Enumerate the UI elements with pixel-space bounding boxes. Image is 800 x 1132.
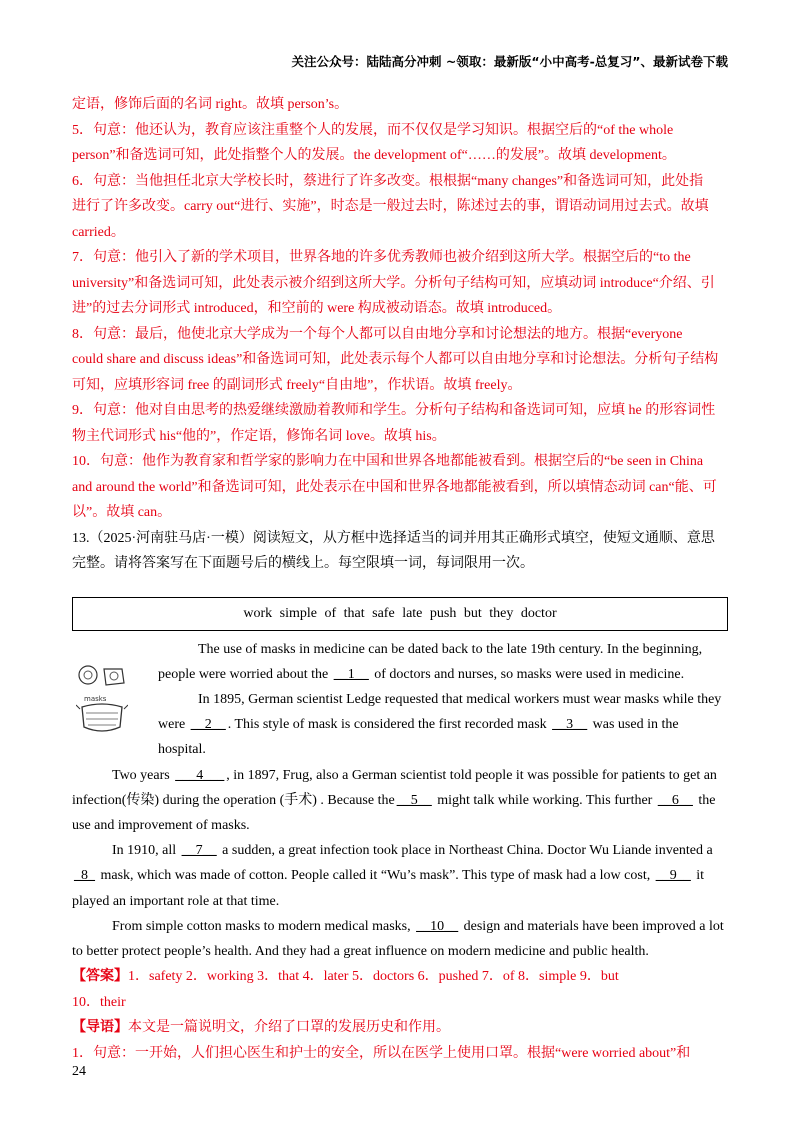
page-header: 关注公众号：陆陆高分冲刺 ~领取：最新版“小中高考-总复习”、最新试卷下载 — [291, 54, 728, 69]
answer-line-2: 10．their — [72, 994, 126, 1010]
blank-9[interactable]: __9__ — [655, 868, 691, 884]
passage-line: to better protect people’s health. And they had a great influence on modern medicine and public health. — [72, 943, 649, 959]
explanation-line: 5．句意：他还认为，教育应该注重整个人的发展，而不仅仅是学习知识。根据空后的“of the whole — [72, 122, 674, 138]
blank-1[interactable]: __1__ — [333, 666, 369, 682]
explanation-line: 进”的过去分词形式 introduced，和空前的 were 构成被动语态。故填 introduced。 — [72, 301, 562, 316]
answer-label: 【答案】 — [72, 969, 128, 985]
guide-label: 【导语】 — [72, 1020, 128, 1036]
passage-line: In 1895, German scientist Ledge requested that medical workers must wear masks while they — [198, 691, 722, 707]
word-box: work simple of that safe late push but they doctor — [72, 597, 728, 631]
explanation-line: 9．句意：他对自由思考的热爱继续激励着教师和学生。分析句子结构和备选词可知，应填 he 的形容词性 — [72, 403, 716, 418]
passage-line: Two years ___4___ , in 1897, Frug, also a German scientist told people it was possible for patients to get an — [112, 767, 717, 783]
passage — [72, 637, 728, 965]
explanation-line: 定语，修饰后面的名词 right。故填 person’s。 — [72, 97, 349, 112]
blank-2[interactable]: __2__ — [190, 717, 226, 733]
passage-line: played an important role at that time. — [72, 893, 280, 909]
explanation-line: 8．句意：最后，他使北京大学成为一个每个人都可以自由地分享和讨论想法的地方。根据“everyone — [72, 326, 683, 342]
explanation-line: university”和备选词可知，此处表示被介绍到这所大学。分析句子结构可知，应填动词 introduce“介绍、引 — [72, 275, 715, 291]
explanation-line: 1．句意：一开始，人们担心医生和护士的安全，所以在医学上使用口罩。根据“were worried about”和 — [72, 1045, 691, 1061]
question-13 — [72, 526, 728, 577]
explanation-line: and around the world”和备选词可知，此处表示在中国和世界各地都能被看到，所以填情态动词 can“能、可 — [72, 479, 717, 495]
explanation-line: 6．句意：当他担任北京大学校长时，蔡进行了许多改变。根根据“many changes”和备选词可知，此处指 — [72, 173, 704, 189]
explanation-line: 10．句意：他作为教育家和哲学家的影响力在中国和世界各地都能被看到。根据空后的“be seen in China — [72, 454, 704, 469]
blank-3[interactable]: __3__ — [552, 717, 588, 733]
blank-8[interactable]: _8_ — [74, 868, 95, 884]
guide-text: 本文是一篇说明文，介绍了口罩的发展历史和作用。 — [128, 1020, 450, 1036]
passage-line: people were worried about the __1__ of doctors and nurses, so masks were used in medicine. — [158, 666, 685, 682]
guide-line — [72, 1015, 728, 1041]
answer-line — [72, 964, 728, 990]
passage-line: use and improvement of masks. — [72, 817, 250, 833]
answer-section — [72, 964, 728, 1066]
previous-explanations — [72, 92, 728, 526]
explanation-line: 进行了许多改变。carry out“进行、实施”，时态是一般过去时，陈述过去的事，谓语动词用过去式。故填 — [72, 199, 709, 214]
explanation-line: person”和备选词可知，此处指整个人的发展。the development of“……的发展”。故填 development。 — [72, 148, 676, 163]
passage-line: _8_ mask, which was made of cotton. People called it “Wu’s mask”. This type of mask had a low cost, __9__ it — [74, 868, 704, 884]
passage-line: The use of masks in medicine can be dated back to the late 19th century. In the beginning, — [198, 641, 703, 657]
answer-text: 1．safety 2．working 3．that 4．later 5．doctors 6．pushed 7．of 8．simple 9．but — [128, 969, 619, 985]
page-content — [72, 92, 728, 1066]
mask-illustration — [76, 663, 128, 739]
passage-line: From simple cotton masks to modern medical masks, __10__ design and materials have been improved a lot — [112, 918, 724, 934]
question-line: 13.（2025·河南驻马店·一模）阅读短文，从方框中选择适当的词并用其正确形式填空，使短文通顺、意思 — [72, 530, 715, 546]
blank-10[interactable]: __10__ — [416, 918, 459, 934]
explanation-line: 以”。故填 can。 — [72, 505, 172, 520]
explanation-line: 物主代词形式 his“他的”，作定语，修饰名词 love。故填 his。 — [72, 428, 446, 444]
blank-5[interactable]: __5__ — [396, 792, 432, 808]
blank-6[interactable]: __6__ — [657, 792, 693, 808]
explanation-line: 可知，应填形容词 free 的副词形式 freely“自由地”，作状语。故填 freely。 — [72, 377, 522, 393]
blank-7[interactable]: __7__ — [181, 843, 217, 859]
question-line: 完整。请将答案写在下面题号后的横线上。每空限填一词，每词限用一次。 — [72, 556, 534, 571]
passage-line: In 1910, all __7__ a sudden, a great infection took place in Northeast China. Doctor Wu Liande invented a — [112, 843, 713, 859]
passage-line: were __2__ . This style of mask is considered the first recorded mask __3__ was used in the hospital. — [158, 717, 679, 758]
explanation-line: 7．句意：他引入了新的学术项目，世界各地的许多优秀教师也被介绍到这所大学。根据空后的“to the — [72, 250, 691, 265]
page-number: 24 — [72, 1064, 86, 1079]
explanation-line: carried。 — [72, 224, 125, 240]
blank-4[interactable]: ___4___ — [175, 767, 225, 783]
passage-line: infection(传染) during the operation (手术) . Because the __5__ might talk while working. This further __6__ the — [72, 792, 716, 808]
mask-label: masks — [84, 694, 107, 703]
explanation-line: could share and discuss ideas”和备选词可知，此处表示每个人都可以自由地分享和讨论想法。分析句子结构 — [72, 352, 719, 367]
